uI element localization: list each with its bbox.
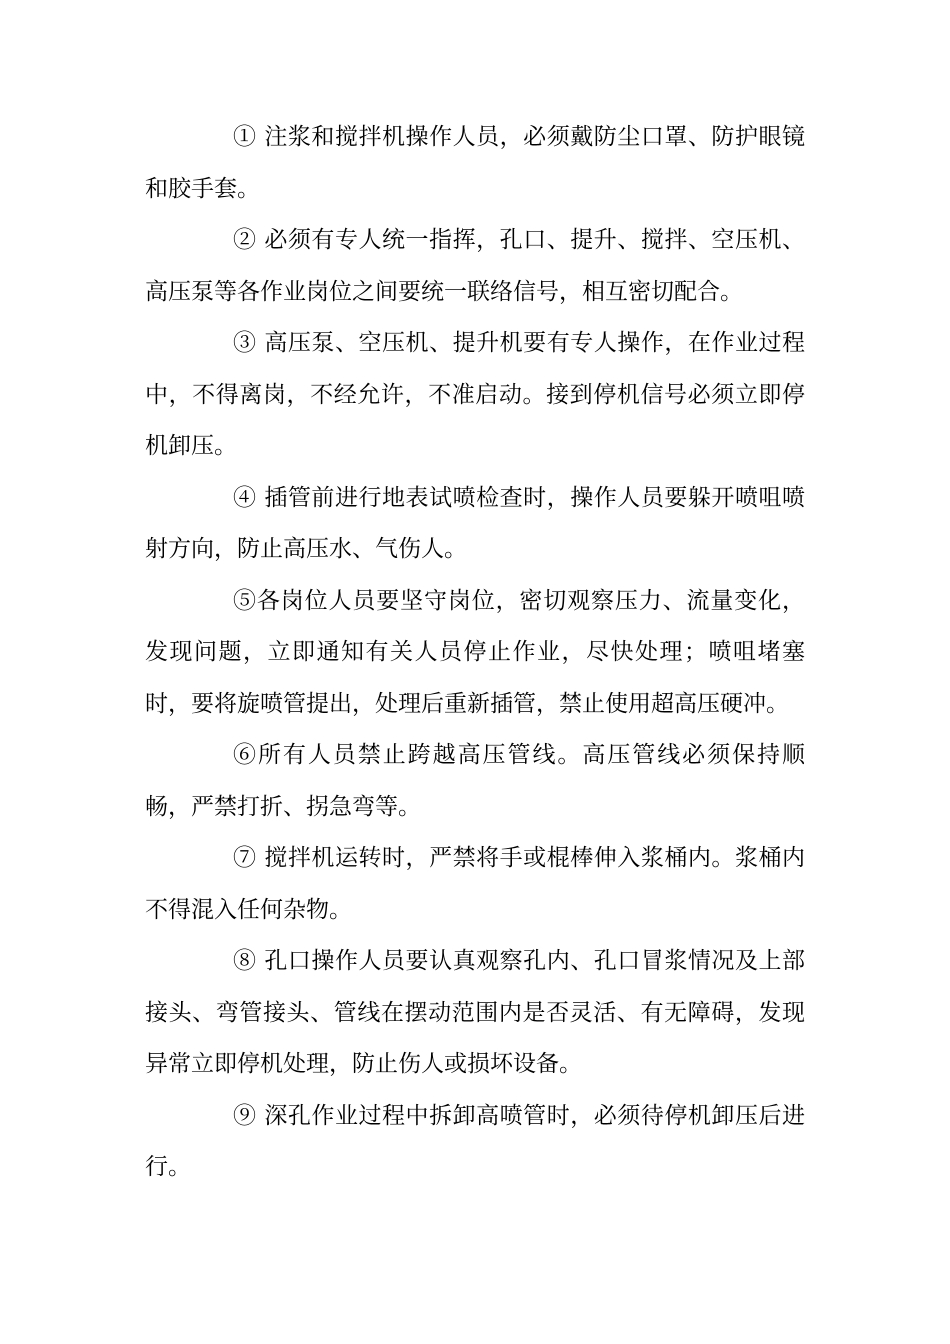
paragraph-2: ② 必须有专人统一指挥，孔口、提升、搅拌、空压机、高压泵等各作业岗位之间要统一联络信号，相互密切配合。 xyxy=(145,227,805,305)
document-body xyxy=(145,112,805,1194)
paragraph-3: ③ 高压泵、空压机、提升机要有专人操作，在作业过程中，不得离岗，不经允许，不准启动。接到停机信号必须立即停机卸压。 xyxy=(145,330,805,459)
paragraph-4: ④ 插管前进行地表试喷检查时，操作人员要躲开喷咀喷射方向，防止高压水、气伤人。 xyxy=(145,484,805,562)
paragraph-5: ⑤各岗位人员要坚守岗位，密切观察压力、流量变化，发现问题，立即通知有关人员停止作业，尽快处理；喷咀堵塞时，要将旋喷管提出，处理后重新插管，禁止使用超高压硬冲。 xyxy=(145,587,805,717)
paragraph-6: ⑥所有人员禁止跨越高压管线。高压管线必须保持顺畅，严禁打折、拐急弯等。 xyxy=(145,742,805,820)
paragraph-9: ⑨ 深孔作业过程中拆卸高喷管时，必须待停机卸压后进行。 xyxy=(145,1102,805,1180)
paragraph-1: ① 注浆和搅拌机操作人员，必须戴防尘口罩、防护眼镜和胶手套。 xyxy=(145,124,805,202)
paragraph-7: ⑦ 搅拌机运转时，严禁将手或棍棒伸入浆桶内。浆桶内不得混入任何杂物。 xyxy=(145,845,805,923)
paragraph-8: ⑧ 孔口操作人员要认真观察孔内、孔口冒浆情况及上部接头、弯管接头、管线在摆动范围内是否灵活、有无障碍，发现异常立即停机处理，防止伤人或损坏设备。 xyxy=(145,948,805,1077)
